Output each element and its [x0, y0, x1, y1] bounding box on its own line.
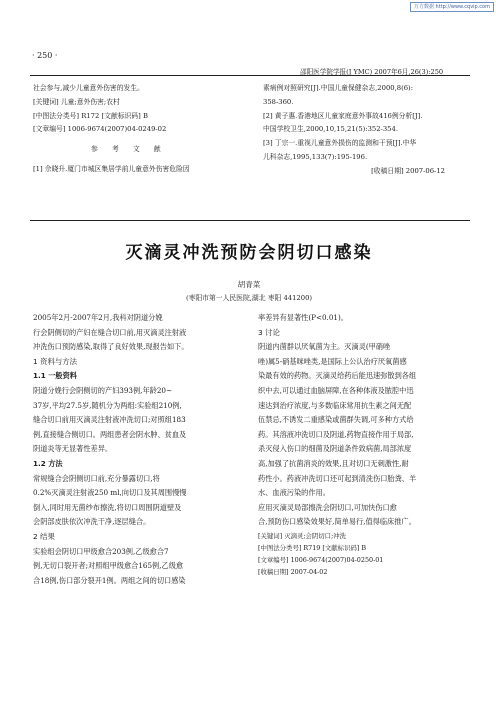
section-heading: 1 资料与方法 — [33, 356, 78, 366]
body-text-line: 冲洗伤口预防感染,取得了良好效果,现报告如下。 — [33, 342, 189, 352]
meta-line: [文章编号] 1006-9674(2007)04-0250-01 — [258, 555, 384, 564]
body-text-line: 药性小。药液冲洗切口还可起到清洗伤口胎粪、羊 — [258, 473, 417, 483]
section-heading: 3 讨论 — [258, 327, 280, 337]
article-meta — [258, 530, 470, 578]
article-affiliation: (枣阳市第一人民医院,湖北 枣阳 441200) — [185, 294, 313, 302]
body-text-line: 杀灭侵入伤口的细菌及阴道条件致病菌,局部浓度 — [258, 444, 412, 454]
body-text-line: 率差异有显著性(P<0.01)。 — [258, 313, 348, 322]
section-heading: 2 结果 — [33, 531, 55, 541]
meta-line: [关键词] 灭滴灵;会阴切口;冲洗 — [258, 531, 347, 540]
body-text-line: 速达到治疗浓度,与多数临床常用抗生素之间无配 — [258, 400, 412, 410]
prev-classification: [中图法分类号] R172 [文献标识码] B — [33, 111, 148, 120]
body-text-line: 应用灭滴灵局部擦洗会阴切口,可加快伤口愈 — [258, 502, 397, 512]
reference-item: 中国学校卫生,2000,10,15,21(5):352-354. — [263, 125, 398, 134]
body-text-line: 伍禁忌,不诱发二重感染或菌群失调,可多种方式给 — [258, 415, 414, 425]
body-text-line: 阴道分娩行会阴侧切的产妇393例,年龄20~ — [33, 385, 172, 395]
body-text-line: 阴道炎等无显著性差异。 — [33, 444, 113, 454]
body-text-line: 0.2%灭滴灵注射液250 ml,向切口及其周围慢慢 — [33, 488, 187, 498]
article-separator — [30, 220, 470, 221]
body-text-line: 例,直接缝合侧切口。两组患者会阴水肿、贫血及 — [33, 429, 187, 439]
body-text-line: 织中去,可以通过血脑屏障,在各种体液及脓腔中迅 — [258, 385, 414, 395]
reference-item: 儿科杂志,1995,133(7):195-196. — [263, 152, 368, 161]
received-date: [收稿日期] 2007-06-12 — [371, 166, 445, 175]
body-text-line: 阴道内菌群以厌氧菌为主。灭滴灵(甲硝唑 — [258, 342, 391, 352]
subsection-heading: 1.2 方法 — [33, 458, 63, 468]
body-text-line: 合18例,伤口部分裂开1例。两组之间的切口感染 — [33, 575, 186, 585]
subsection-heading: 1.1 一般资料 — [33, 371, 77, 381]
body-text-line: 缝合切口前用灭滴灵注射液冲洗切口;对照组183 — [33, 415, 186, 425]
article-body-left-column — [33, 311, 241, 588]
body-text-line: 药。其溶液冲洗切口及阴道,药物直接作用于局部, — [258, 429, 414, 439]
watermark-badge: 万方数据 http://www.cqvip.com — [410, 2, 494, 12]
body-text-line: 行会阴侧切的产妇在缝合切口前,用灭滴灵注射液 — [33, 327, 187, 337]
reference-item: 358-360. — [263, 97, 294, 106]
right-body-text — [258, 311, 470, 530]
body-text-line: 倒入,同时用无菌纱布擦洗,将切口周围阴道壁及 — [33, 502, 182, 512]
body-text-line: 水、血液污染的作用。 — [258, 488, 330, 498]
body-text-line: 染最有效的药物。灭滴灵给药后能迅速弥散到各组 — [258, 371, 417, 381]
body-text-line: 会阴部皮肤依次冲洗干净,逐层缝合。 — [33, 517, 151, 527]
references-heading: 参 考 文 献 — [91, 145, 167, 154]
article-body-right-column — [258, 311, 470, 578]
journal-header: 邵阳医学院学报(J YMC) 2007年6月,26(3):250 — [300, 68, 444, 76]
prev-keywords: [关键词] 儿童;意外伤害;农村 — [33, 97, 120, 106]
prev-text-line: 社会参与,减少儿童意外伤害的发生。 — [33, 84, 144, 92]
body-text-line: 例,无切口裂开者;对照组甲级愈合165例,乙级愈 — [33, 561, 184, 571]
previous-article-left-column — [33, 82, 238, 177]
body-text-line: 37岁,平均27.5岁,随机分为两组:实验组210例, — [33, 400, 182, 410]
reference-item: [1] 佘晓升.厦门市城区集居学前儿童意外伤害危险因 — [33, 164, 190, 173]
reference-item: 素病例对照研究[J].中国儿童保健杂志,2000,8(6): — [263, 84, 414, 92]
previous-article-right-column — [263, 82, 473, 179]
reference-item: [2] 黄子惠.香港地区儿童家庭意外事故416例分析[J]. — [263, 111, 423, 120]
body-text-line: 唑)属5-硝基咪唑类,是国际上公认治疗厌氧菌感 — [258, 356, 407, 366]
body-text-line: 合,预防伤口感染效果好,简单易行,值得临床推广。 — [258, 517, 416, 527]
page-number: · 250 · — [32, 51, 58, 60]
body-text-line: 高,加强了抗菌消炎的效果,且对切口无刺激性,耐 — [258, 458, 409, 468]
header-rule — [30, 75, 470, 76]
body-text-line: 常规缝合会阴侧切口前,充分暴露切口,将 — [33, 473, 160, 483]
article-title: 灭滴灵冲洗预防会阴切口感染 — [125, 243, 373, 263]
meta-line: [中图法分类号] R719 [文献标识码] B — [258, 543, 367, 552]
meta-line: [收稿日期] 2007-04-02 — [258, 567, 328, 576]
body-text-line: 实验组会阴切口甲级愈合203例,乙级愈合7 — [33, 546, 169, 556]
article-author: 胡青菜 — [237, 280, 261, 289]
body-text-line: 2005年2月-2007年2月,我科对阴道分娩 — [33, 313, 163, 322]
prev-article-number: [文章编号] 1006-9674(2007)04-0249-02 — [33, 125, 167, 134]
reference-item: [3] 丁宗一.重视儿童意外损伤的监测和干预[J].中华 — [263, 139, 417, 148]
